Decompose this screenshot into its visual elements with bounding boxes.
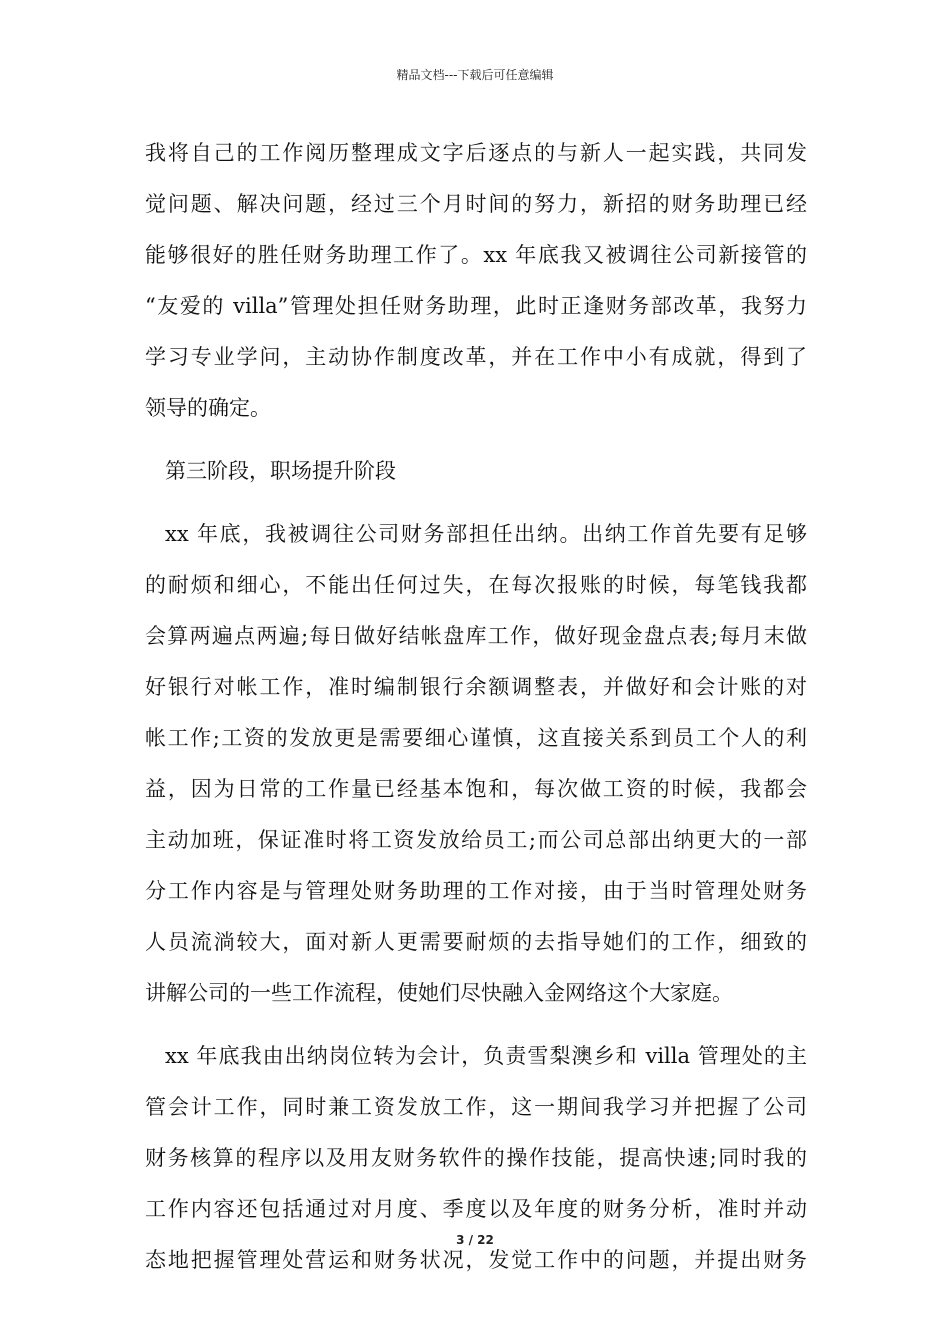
- document-body: [145, 128, 807, 1286]
- text-line: 能够很好的胜任财务助理工作了。xx 年底我又被调往公司新接管的: [145, 243, 807, 267]
- text-line: “友爱的 villa”管理处担任财务助理，此时正逢财务部改革，我努力: [145, 294, 807, 318]
- text-line: 态地把握管理处营运和财务状况，发觉工作中的问题，并提出财务: [145, 1248, 807, 1272]
- text-line: 分工作内容是与管理处财务助理的工作对接，由于当时管理处财务: [145, 879, 807, 903]
- text-line: 讲解公司的一些工作流程，使她们尽快融入金网络这个大家庭。: [145, 981, 733, 1005]
- text-line: 觉问题、解决问题，经过三个月时间的努力，新招的财务助理已经: [145, 192, 807, 216]
- paragraph: [145, 1031, 807, 1286]
- text-line: 财务核算的程序以及用友财务软件的操作技能，提高快速;同时我的: [145, 1146, 807, 1170]
- page-header: 精品文档---下载后可任意编辑: [396, 68, 554, 82]
- paragraph: [145, 509, 807, 1019]
- paragraph: [145, 128, 807, 434]
- text-line: 好银行对帐工作，准时编制银行余额调整表，并做好和会计账的对: [145, 675, 807, 699]
- text-line: 会算两遍点两遍;每日做好结帐盘库工作，做好现金盘点表;每月末做: [145, 624, 807, 648]
- text-line: 学习专业学问，主动协作制度改革，并在工作中小有成就，得到了: [145, 345, 807, 369]
- text-line: 人员流淌较大，面对新人更需要耐烦的去指导她们的工作，细致的: [145, 930, 807, 954]
- text-line: 主动加班，保证准时将工资发放给员工;而公司总部出纳更大的一部: [145, 828, 807, 852]
- text-line: 第三阶段，职场提升阶段: [165, 459, 396, 483]
- text-line: 我将自己的工作阅历整理成文字后逐点的与新人一起实践，共同发: [145, 141, 807, 165]
- text-line: xx 年底，我被调往公司财务部担任出纳。出纳工作首先要有足够: [165, 522, 807, 546]
- text-line: 益，因为日常的工作量已经基本饱和，每次做工资的时候，我都会: [145, 777, 807, 801]
- section-heading: [145, 446, 807, 497]
- text-line: 的耐烦和细心，不能出任何过失，在每次报账的时候，每笔钱我都: [145, 573, 807, 597]
- text-line: 工作内容还包括通过对月度、季度以及年度的财务分析，准时并动: [145, 1197, 807, 1221]
- text-line: 管会计工作，同时兼工资发放工作，这一期间我学习并把握了公司: [145, 1095, 807, 1119]
- text-line: 帐工作;工资的发放更是需要细心谨慎，这直接关系到员工个人的利: [145, 726, 807, 750]
- text-line: 领导的确定。: [145, 396, 271, 420]
- text-line: xx 年底我由出纳岗位转为会计，负责雪梨澳乡和 villa 管理处的主: [165, 1044, 807, 1068]
- page-number: 3 / 22: [456, 1233, 494, 1247]
